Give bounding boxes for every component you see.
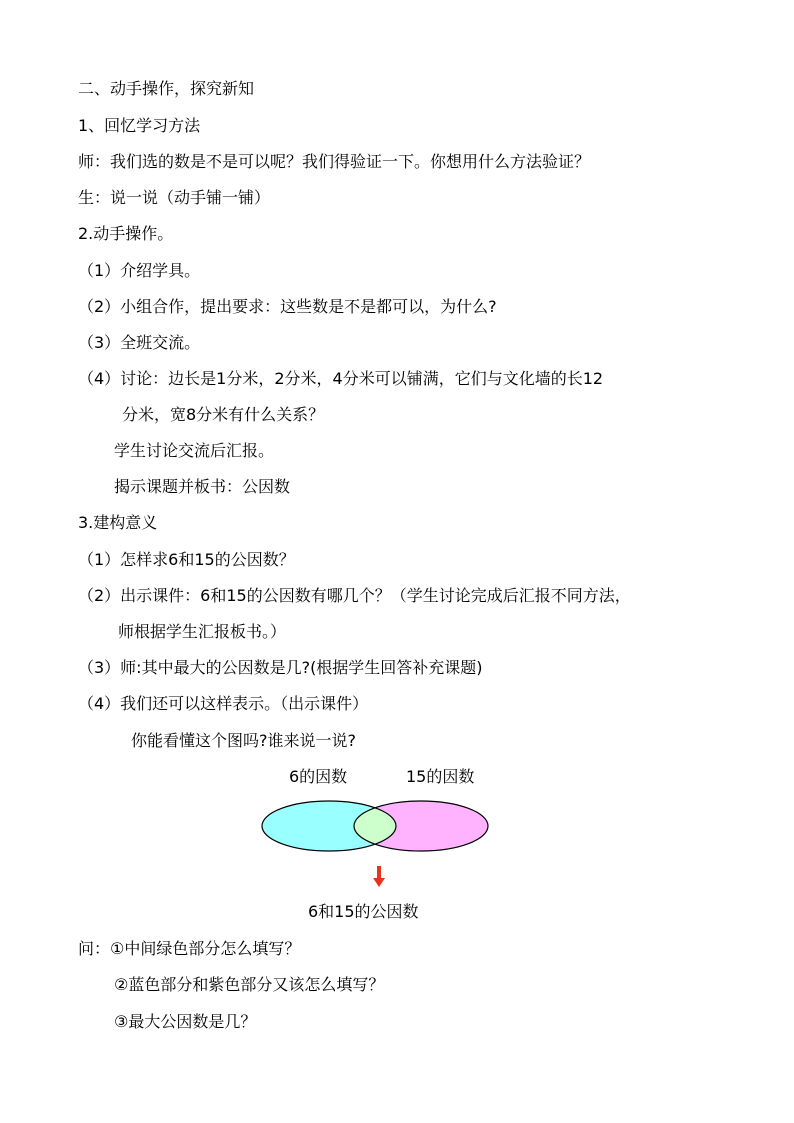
question-1: 问：①中间绿色部分怎么填写？: [78, 939, 301, 958]
venn-diagram: [258, 795, 494, 857]
arrow-shaft: [377, 866, 381, 880]
student-answer: 生：说一说（动手铺一铺）: [78, 188, 271, 207]
step2-item-2: （2）小组合作，提出要求：这些数是不是都可以，为什么?: [78, 297, 497, 316]
question-3: ③最大公因数是几？: [114, 1012, 257, 1031]
venn-left-label: 6的因数: [289, 767, 348, 786]
step2-title: 2.动手操作。: [78, 224, 174, 243]
step3-item-2-continued: 师根据学生汇报板书。）: [118, 622, 287, 641]
step3-title: 3.建构意义: [78, 513, 158, 532]
step3-item-2: （2）出示课件：6和15的公因数有哪几个？（学生讨论完成后汇报不同方法，: [78, 586, 631, 605]
topic-reveal: 揭示课题并板书：公因数: [114, 477, 291, 496]
step3-item-3: （3）师:其中最大的公因数是几?(根据学生回答补充课题): [78, 658, 483, 677]
step2-item-3: （3）全班交流。: [78, 333, 201, 352]
step2-item-4: （4）讨论：边长是1分米，2分米，4分米可以铺满，它们与文化墙的长12: [78, 369, 604, 388]
student-report: 学生讨论交流后汇报。: [114, 441, 275, 460]
step2-item-1: （1）介绍学具。: [78, 261, 201, 280]
common-factors-label: 6和15的公因数: [308, 902, 419, 921]
step1-title: 1、回忆学习方法: [78, 116, 201, 135]
step3-item-4: （4）我们还可以这样表示。（出示课件）: [78, 694, 369, 713]
arrow-head: [373, 878, 385, 887]
step2-item-4-continued: 分米，宽8分米有什么关系？: [122, 405, 325, 424]
down-arrow-icon: [372, 866, 386, 890]
diagram-prompt: 你能看懂这个图吗?谁来说一说?: [131, 731, 356, 750]
teacher-question: 师：我们选的数是不是可以呢？我们得验证一下。你想用什么方法验证？: [78, 152, 591, 171]
question-2: ②蓝色部分和紫色部分又该怎么填写？: [114, 975, 385, 994]
venn-right-label: 15的因数: [406, 767, 475, 786]
step3-item-1: （1）怎样求6和15的公因数？: [78, 550, 295, 569]
section-heading: 二、动手操作，探究新知: [78, 79, 255, 98]
